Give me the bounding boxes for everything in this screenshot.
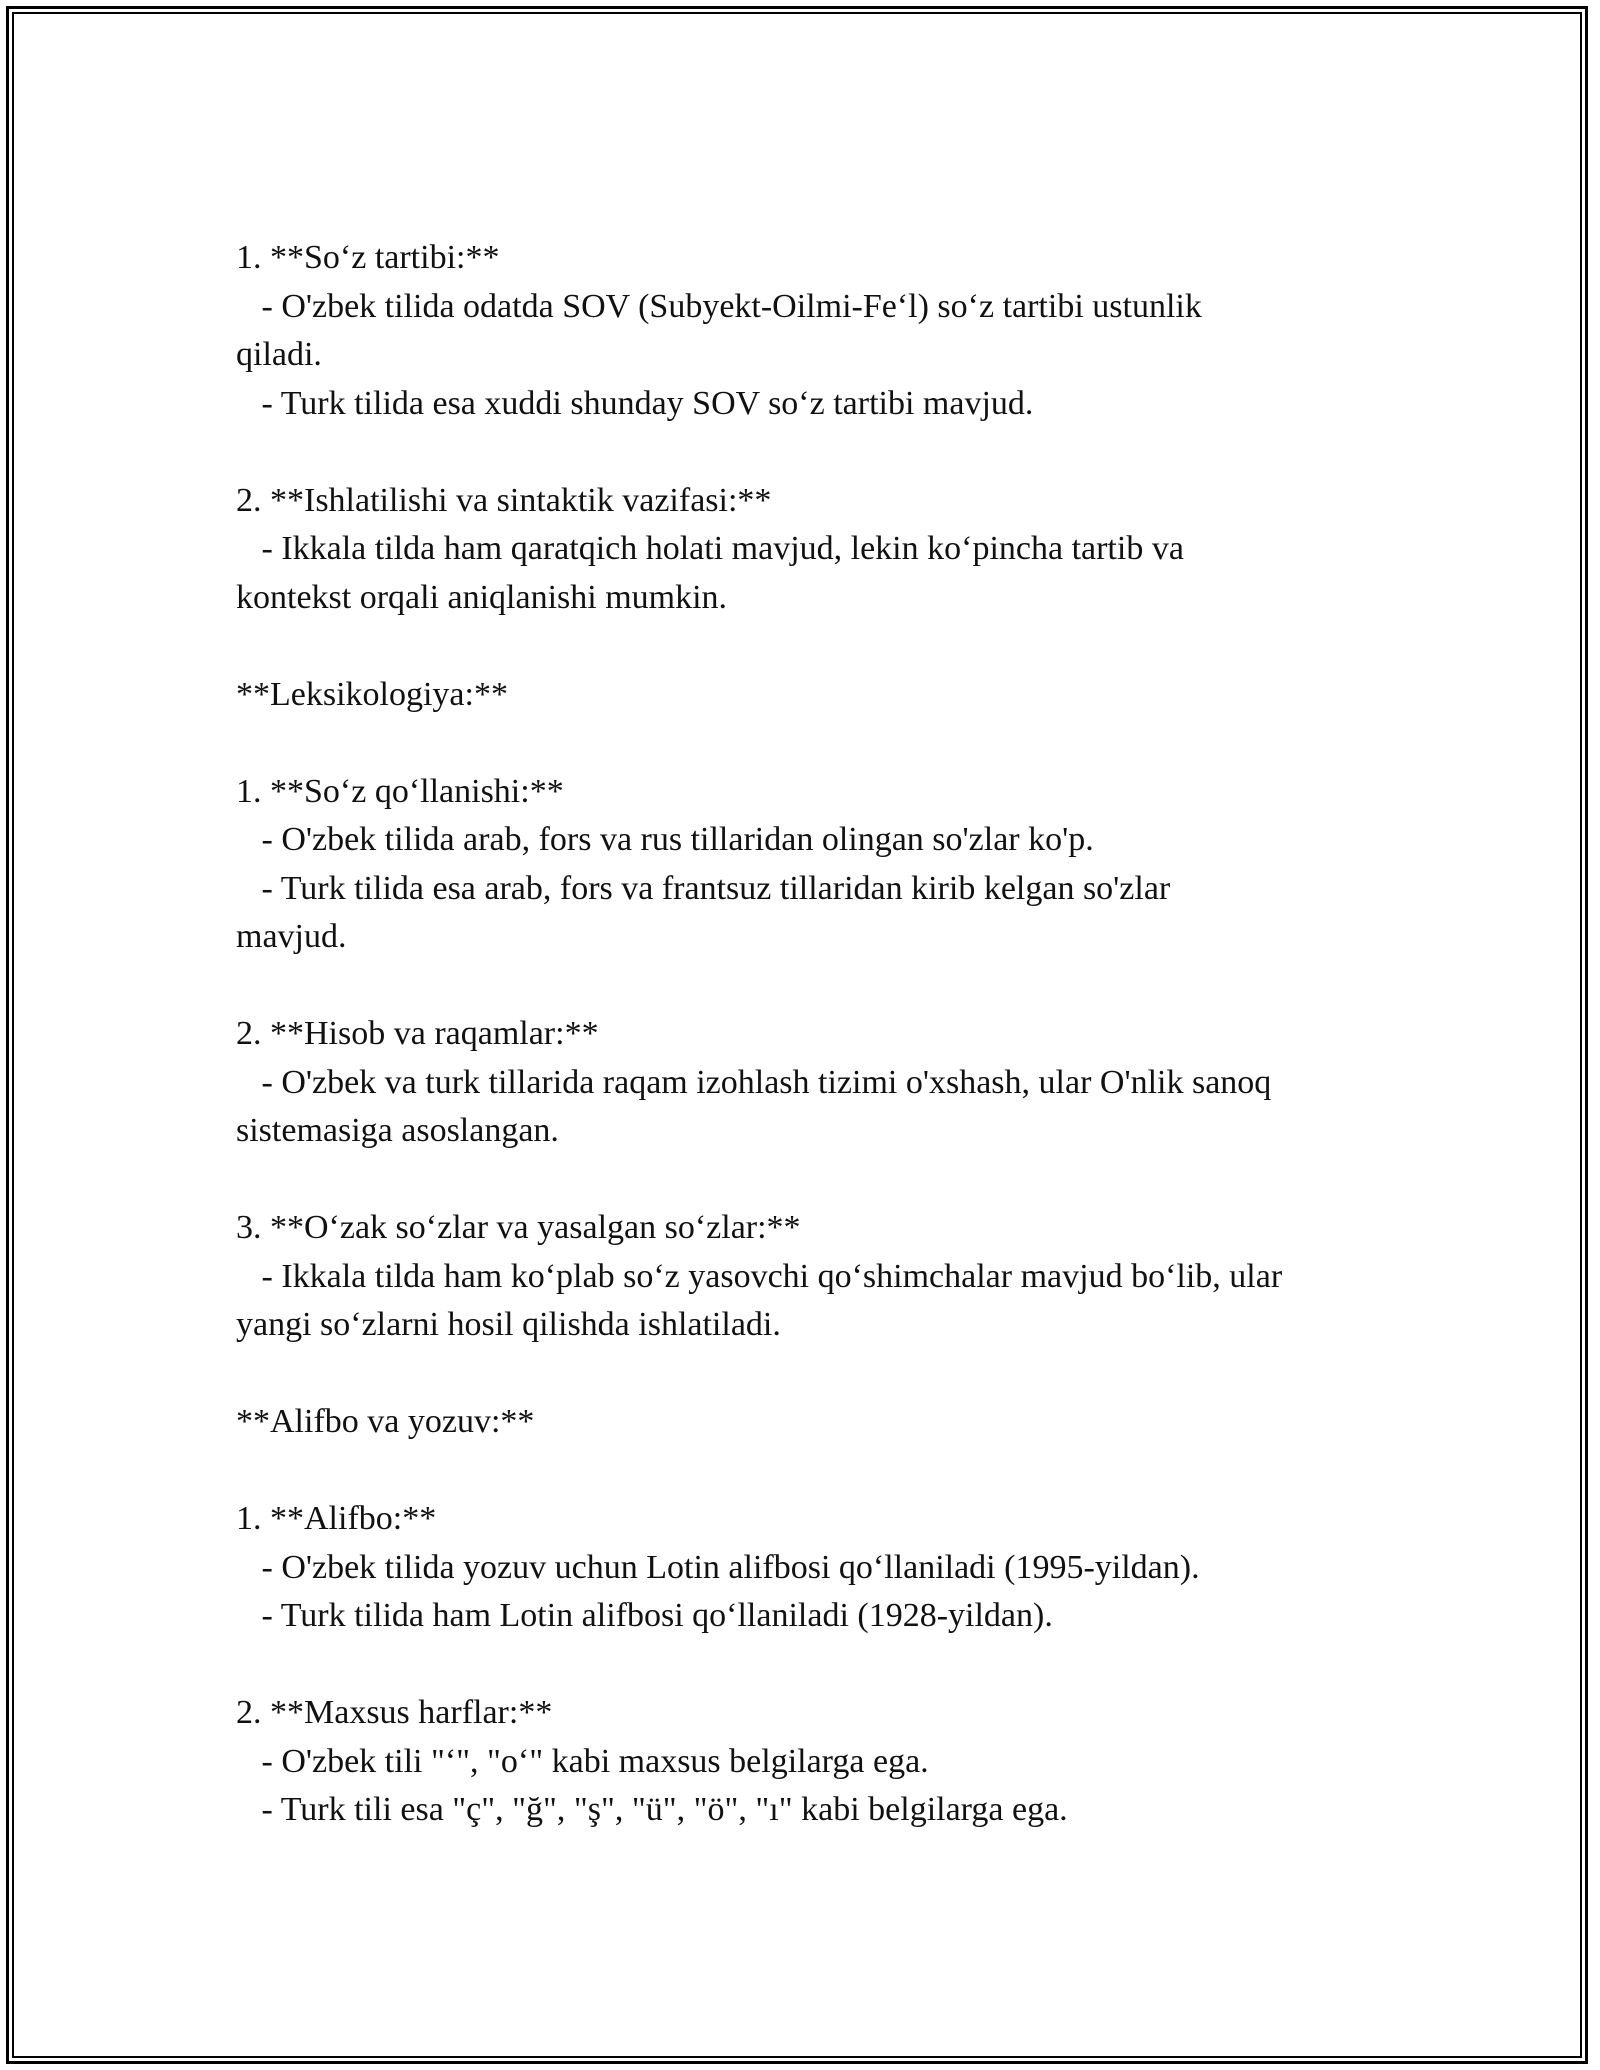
bullet-line: - O'zbek va turk tillarida raqam izohlash tizimi o'xshash, ular O'nlik sanoq [236,1063,1272,1101]
blank-line [236,719,1376,768]
bullet-line: - Ikkala tilda ham qaratqich holati mavjud, lekin ko‘pincha tartib va [236,530,1184,567]
chapter-heading: **Leksikologiya:** [236,675,508,713]
section-heading: 1. **So‘z qo‘llanishi:** [236,772,564,810]
section-heading: 2. **Ishlatilishi va sintaktik vazifasi:** [236,481,772,519]
chapter-heading: **Alifbo va yozuv:** [236,1403,535,1440]
blank-line [236,622,1376,671]
bullet-line: - O'zbek tilida yozuv uchun Lotin alifbosi qo‘llaniladi (1995-yildan). [236,1548,1200,1586]
bullet-line: - Turk tili esa "ç", "ğ", "ş", "ü", "ö", "ı" kabi belgilarga ega. [236,1791,1068,1828]
blank-line [236,1350,1376,1399]
text-line: yangi so‘zlarni hosil qilishda ishlatiladi. [236,1306,781,1343]
bullet-line: - O'zbek tilida arab, fors va rus tillaridan olingan so'zlar ko'p. [236,821,1094,858]
blank-line [236,1447,1376,1496]
bullet-line: - O'zbek tilida odatda SOV (Subyekt-Oilmi-Fe‘l) so‘z tartibi ustunlik [236,287,1202,325]
blank-line [236,428,1376,477]
bullet-line: - Turk tilida ham Lotin alifbosi qo‘llaniladi (1928-yildan). [236,1597,1053,1634]
text-line: qiladi. [236,336,322,373]
bullet-line: - Turk tilida esa xuddi shunday SOV so‘z tartibi mavjud. [236,384,1034,422]
section-heading: 1. **So‘z tartibi:** [236,239,500,276]
bullet-line: - Turk tilida esa arab, fors va frantsuz tillaridan kirib kelgan so'zlar [236,869,1171,907]
blank-line [236,1641,1376,1690]
bullet-line: - O'zbek tili "‘", "o‘" kabi maxsus belgilarga ega. [236,1742,929,1780]
text-line: sistemasiga asoslangan. [236,1112,559,1149]
text-line: mavjud. [236,918,347,955]
blank-line [236,1156,1376,1205]
section-heading: 2. **Hisob va raqamlar:** [236,1015,599,1052]
section-heading: 1. **Alifbo:** [236,1500,437,1537]
section-heading: 2. **Maxsus harflar:** [236,1694,553,1731]
blank-line [236,962,1376,1011]
bullet-line: - Ikkala tilda ham ko‘plab so‘z yasovchi qo‘shimchalar mavjud bo‘lib, ular [236,1257,1283,1295]
document-body [236,234,1376,1835]
text-line: kontekst orqali aniqlanishi mumkin. [236,578,728,616]
section-heading: 3. **O‘zak so‘zlar va yasalgan so‘zlar:** [236,1209,801,1246]
